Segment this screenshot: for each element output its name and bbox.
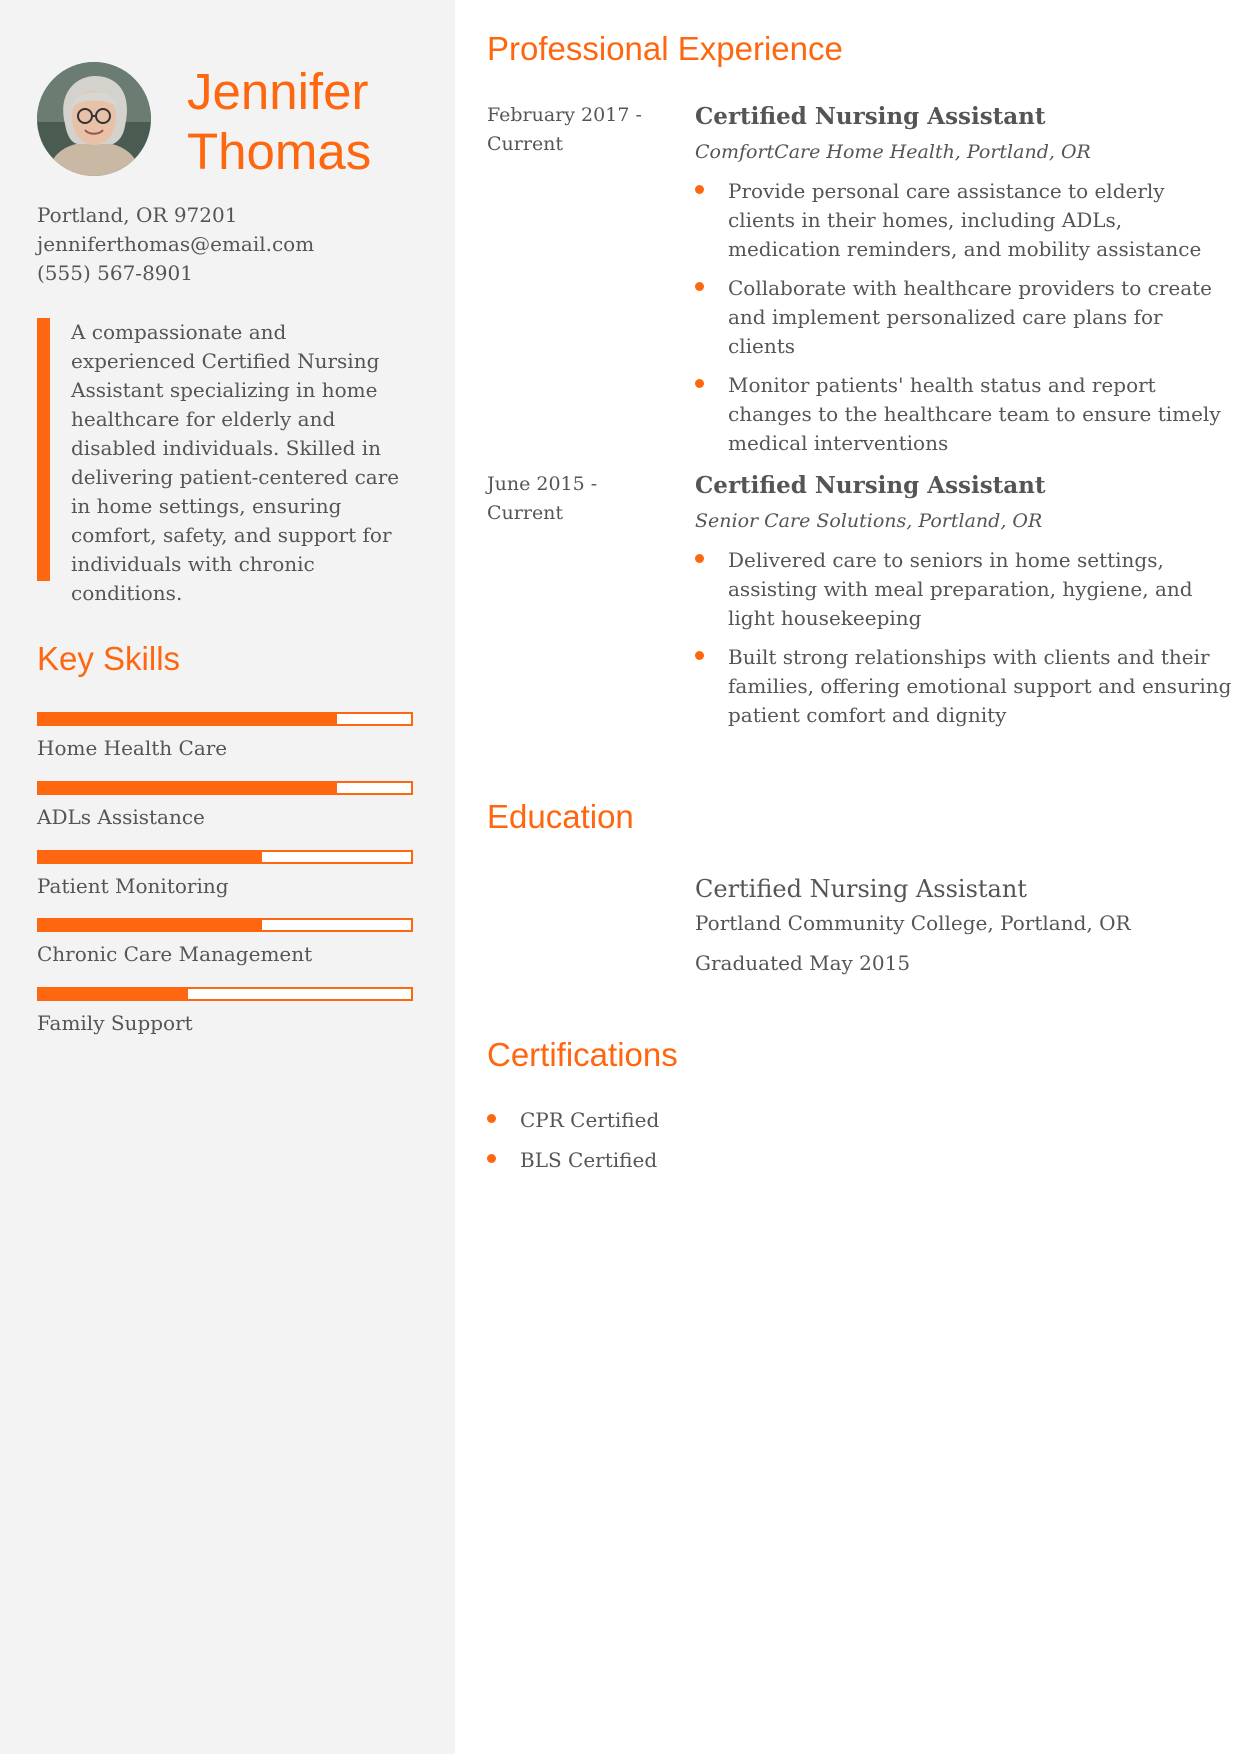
job-bullet <box>695 274 1235 361</box>
email[interactable]: jenniferthomas@email.com <box>37 232 315 256</box>
skill-item <box>37 918 413 968</box>
skill-label: Family Support <box>37 1011 193 1035</box>
job-company: Senior Care Solutions, Portland, OR <box>695 510 1043 532</box>
edu-degree: Certified Nursing Assistant <box>695 875 1027 903</box>
bullet-icon <box>695 282 704 291</box>
bullet-text: Delivered care to seniors in home settings, assisting with meal preparation, hygiene, and light housekeeping <box>728 548 1193 630</box>
summary: A compassionate and experienced Certified Nursing Assistant specializing in home healthcare for elderly and disabled individuals. Skilled in delivering patient-centered care in home settings, ensuring comfort, safety, and support for individuals with chronic conditions. <box>37 318 415 581</box>
skill-item <box>37 987 413 1037</box>
certifications-heading: Certifications <box>487 1036 678 1073</box>
job-title: Certified Nursing Assistant <box>695 472 1046 499</box>
job-details <box>695 470 1235 730</box>
bullet-text: Collaborate with healthcare providers to create and implement personalized care plans for clients <box>728 276 1212 358</box>
bullet-icon <box>487 1114 496 1123</box>
cert-item <box>487 1105 659 1135</box>
skill-label: ADLs Assistance <box>37 805 205 829</box>
bullet-icon <box>487 1154 496 1163</box>
cert-text: CPR Certified <box>520 1108 660 1132</box>
avatar <box>37 62 151 176</box>
sidebar <box>0 0 455 1754</box>
phone[interactable]: (555) 567-8901 <box>37 261 193 285</box>
job-date: February 2017 - Current <box>487 104 642 155</box>
skill-fill <box>39 783 337 793</box>
experience-heading: Professional Experience <box>487 30 843 67</box>
job-bullet <box>695 177 1235 264</box>
bullet-icon <box>695 185 704 194</box>
job-bullet <box>695 546 1235 633</box>
certifications-list <box>487 1105 659 1185</box>
skill-bar <box>37 712 413 726</box>
skills-heading: Key Skills <box>37 640 181 677</box>
job-bullets <box>695 177 1235 458</box>
job-bullets <box>695 546 1235 730</box>
skill-label: Patient Monitoring <box>37 874 229 898</box>
edu-graduated: Graduated May 2015 <box>695 951 911 975</box>
job-title: Certified Nursing Assistant <box>695 103 1046 130</box>
skill-fill <box>39 714 337 724</box>
first-name: Jennifer <box>187 63 369 120</box>
bullet-icon <box>695 651 704 660</box>
bullet-icon <box>695 379 704 388</box>
profile-photo <box>37 62 151 176</box>
bullet-icon <box>695 554 704 563</box>
bullet-text: Monitor patients' health status and report changes to the healthcare team to ensure timely medical interventions <box>728 373 1221 455</box>
contact-info <box>37 201 314 288</box>
skill-item <box>37 781 413 831</box>
skill-item <box>37 850 413 900</box>
last-name: Thomas <box>187 123 372 180</box>
skill-label: Chronic Care Management <box>37 942 313 966</box>
bullet-text: Built strong relationships with clients and their families, offering emotional support and ensuring patient comfort and dignity <box>728 645 1232 727</box>
main-content <box>455 0 1239 1754</box>
skill-fill <box>39 920 262 930</box>
skill-item <box>37 712 413 762</box>
edu-school: Portland Community College, Portland, OR <box>695 911 1131 935</box>
skill-bar <box>37 850 413 864</box>
education-entry <box>695 872 1215 978</box>
cert-item <box>487 1145 659 1175</box>
candidate-name <box>187 62 447 182</box>
skill-bar <box>37 918 413 932</box>
education-heading: Education <box>487 798 634 835</box>
cert-text: BLS Certified <box>520 1148 658 1172</box>
job-date: June 2015 - Current <box>487 473 598 524</box>
job-details <box>695 101 1235 458</box>
address: Portland, OR 97201 <box>37 203 238 227</box>
job-bullet <box>695 643 1235 730</box>
skill-bar <box>37 987 413 1001</box>
job-company: ComfortCare Home Health, Portland, OR <box>695 141 1091 163</box>
skill-fill <box>39 852 262 862</box>
skill-label: Home Health Care <box>37 736 228 760</box>
skill-bar <box>37 781 413 795</box>
bullet-text: Provide personal care assistance to elderly clients in their homes, including ADLs, medication reminders, and mobility assistance <box>728 179 1202 261</box>
job-bullet <box>695 371 1235 458</box>
skill-fill <box>39 989 188 999</box>
